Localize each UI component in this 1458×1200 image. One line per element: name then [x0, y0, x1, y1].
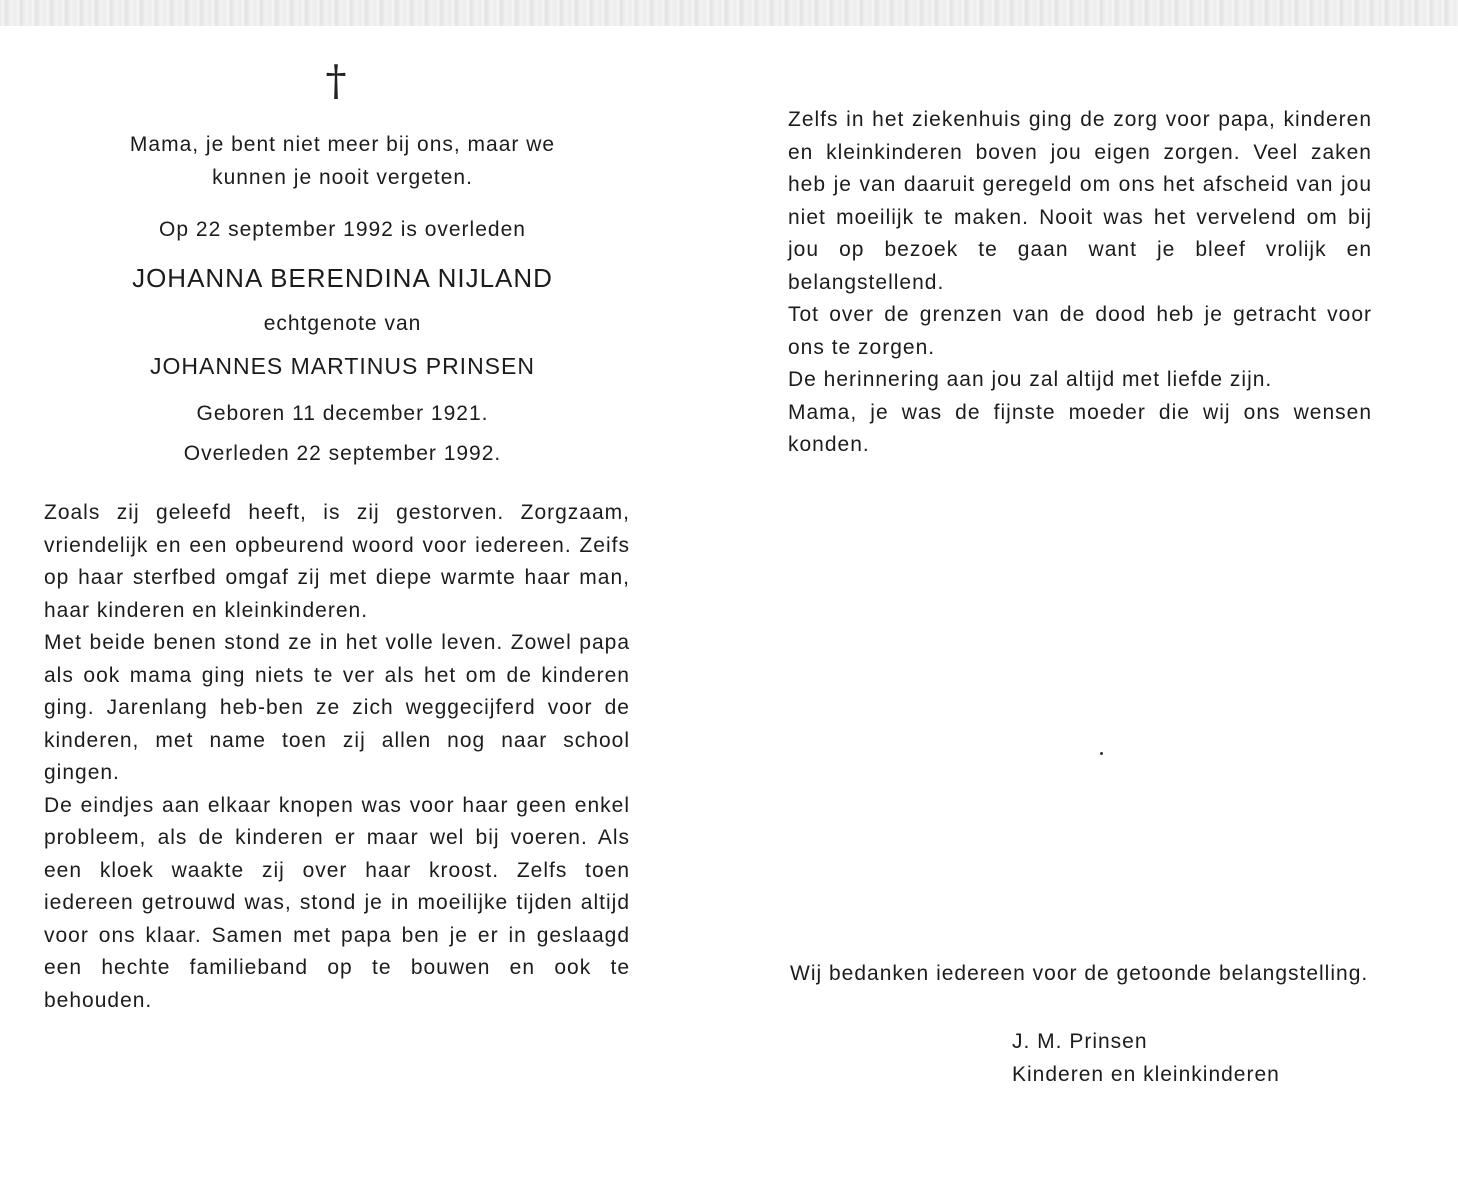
spouse-name: JOHANNES MARTINUS PRINSEN: [150, 353, 535, 379]
signature-block: [1012, 1026, 1432, 1091]
paragraph: De eindjes aan elkaar knopen was voor haar geen enkel probleem, als de kinderen er maar wel bij voeren. Als een kloek waakte zij over haar kroost. Zelfs toen iedereen getrouwd was, stond je in moeilijke tijden altijd voor ons klaar. Samen met papa ben je er in geslaagd een hechte familieband op te bouwen en ook te behouden.: [44, 793, 630, 1012]
deceased-name: JOHANNA BERENDINA NIJLAND: [132, 263, 553, 293]
death-date: Overleden 22 september 1992.: [183, 442, 502, 465]
intro-verse: [60, 128, 625, 194]
scan-speck: [1100, 752, 1103, 755]
intro-line: kunnen je nooit vergeten.: [212, 166, 473, 189]
paragraph: Zelfs in het ziekenhuis ging de zorg voor papa, kinderen en kleinkinderen boven jou eigen zorgen. Veel zaken heb je van daaruit geregeld om ons het afscheid van jou niet moeilijk te maken. Nooit was het vervelend om bij jou op bezoek te gaan want je bleef vrolijk en belangstellend.: [788, 108, 1372, 294]
birth-date: Geboren 11 december 1921.: [196, 402, 489, 425]
death-announcement: Op 22 september 1992 is overleden: [159, 218, 526, 241]
intro-line: Mama, je bent niet meer bij ons, maar we: [129, 133, 556, 156]
paragraph: Mama, je was de fijnste moeder die wij ons wensen konden.: [788, 400, 1372, 456]
signature-line: Kinderen en kleinkinderen: [1012, 1062, 1280, 1086]
paragraph: Zoals zij geleefd heeft, is zij gestorven. Zorgzaam, vriendelijk en een opbeurend woord voor iedereen. Zeifs op haar sterfbed omgaf zij met diepe warmte haar man, haar kinderen en kleinkinderen.: [44, 501, 630, 622]
right-column-text: [788, 104, 1372, 462]
paragraph: Met beide benen stond ze in het volle leven. Zowel papa als ook mama ging niets te ver als het om de kinderen ging. Jarenlang heb-ben ze zich weggecijferd voor de kinderen, met name toen zij allen nog naar school gingen.: [44, 631, 630, 784]
signature-line: J. M. Prinsen: [1012, 1030, 1148, 1053]
spouse-prefix: echtgenote van: [263, 312, 422, 335]
paragraph: Tot over de grenzen van de dood heb je getracht voor ons te zorgen.: [788, 303, 1372, 359]
memorial-header: [60, 128, 625, 474]
cross-icon: †: [325, 56, 347, 105]
left-column-text: [44, 497, 630, 1017]
thanks-note: Wij bedanken iedereen voor de getoonde belangstelling.: [790, 962, 1369, 985]
paragraph: De herinnering aan jou zal altijd met liefde zijn.: [788, 368, 1273, 391]
